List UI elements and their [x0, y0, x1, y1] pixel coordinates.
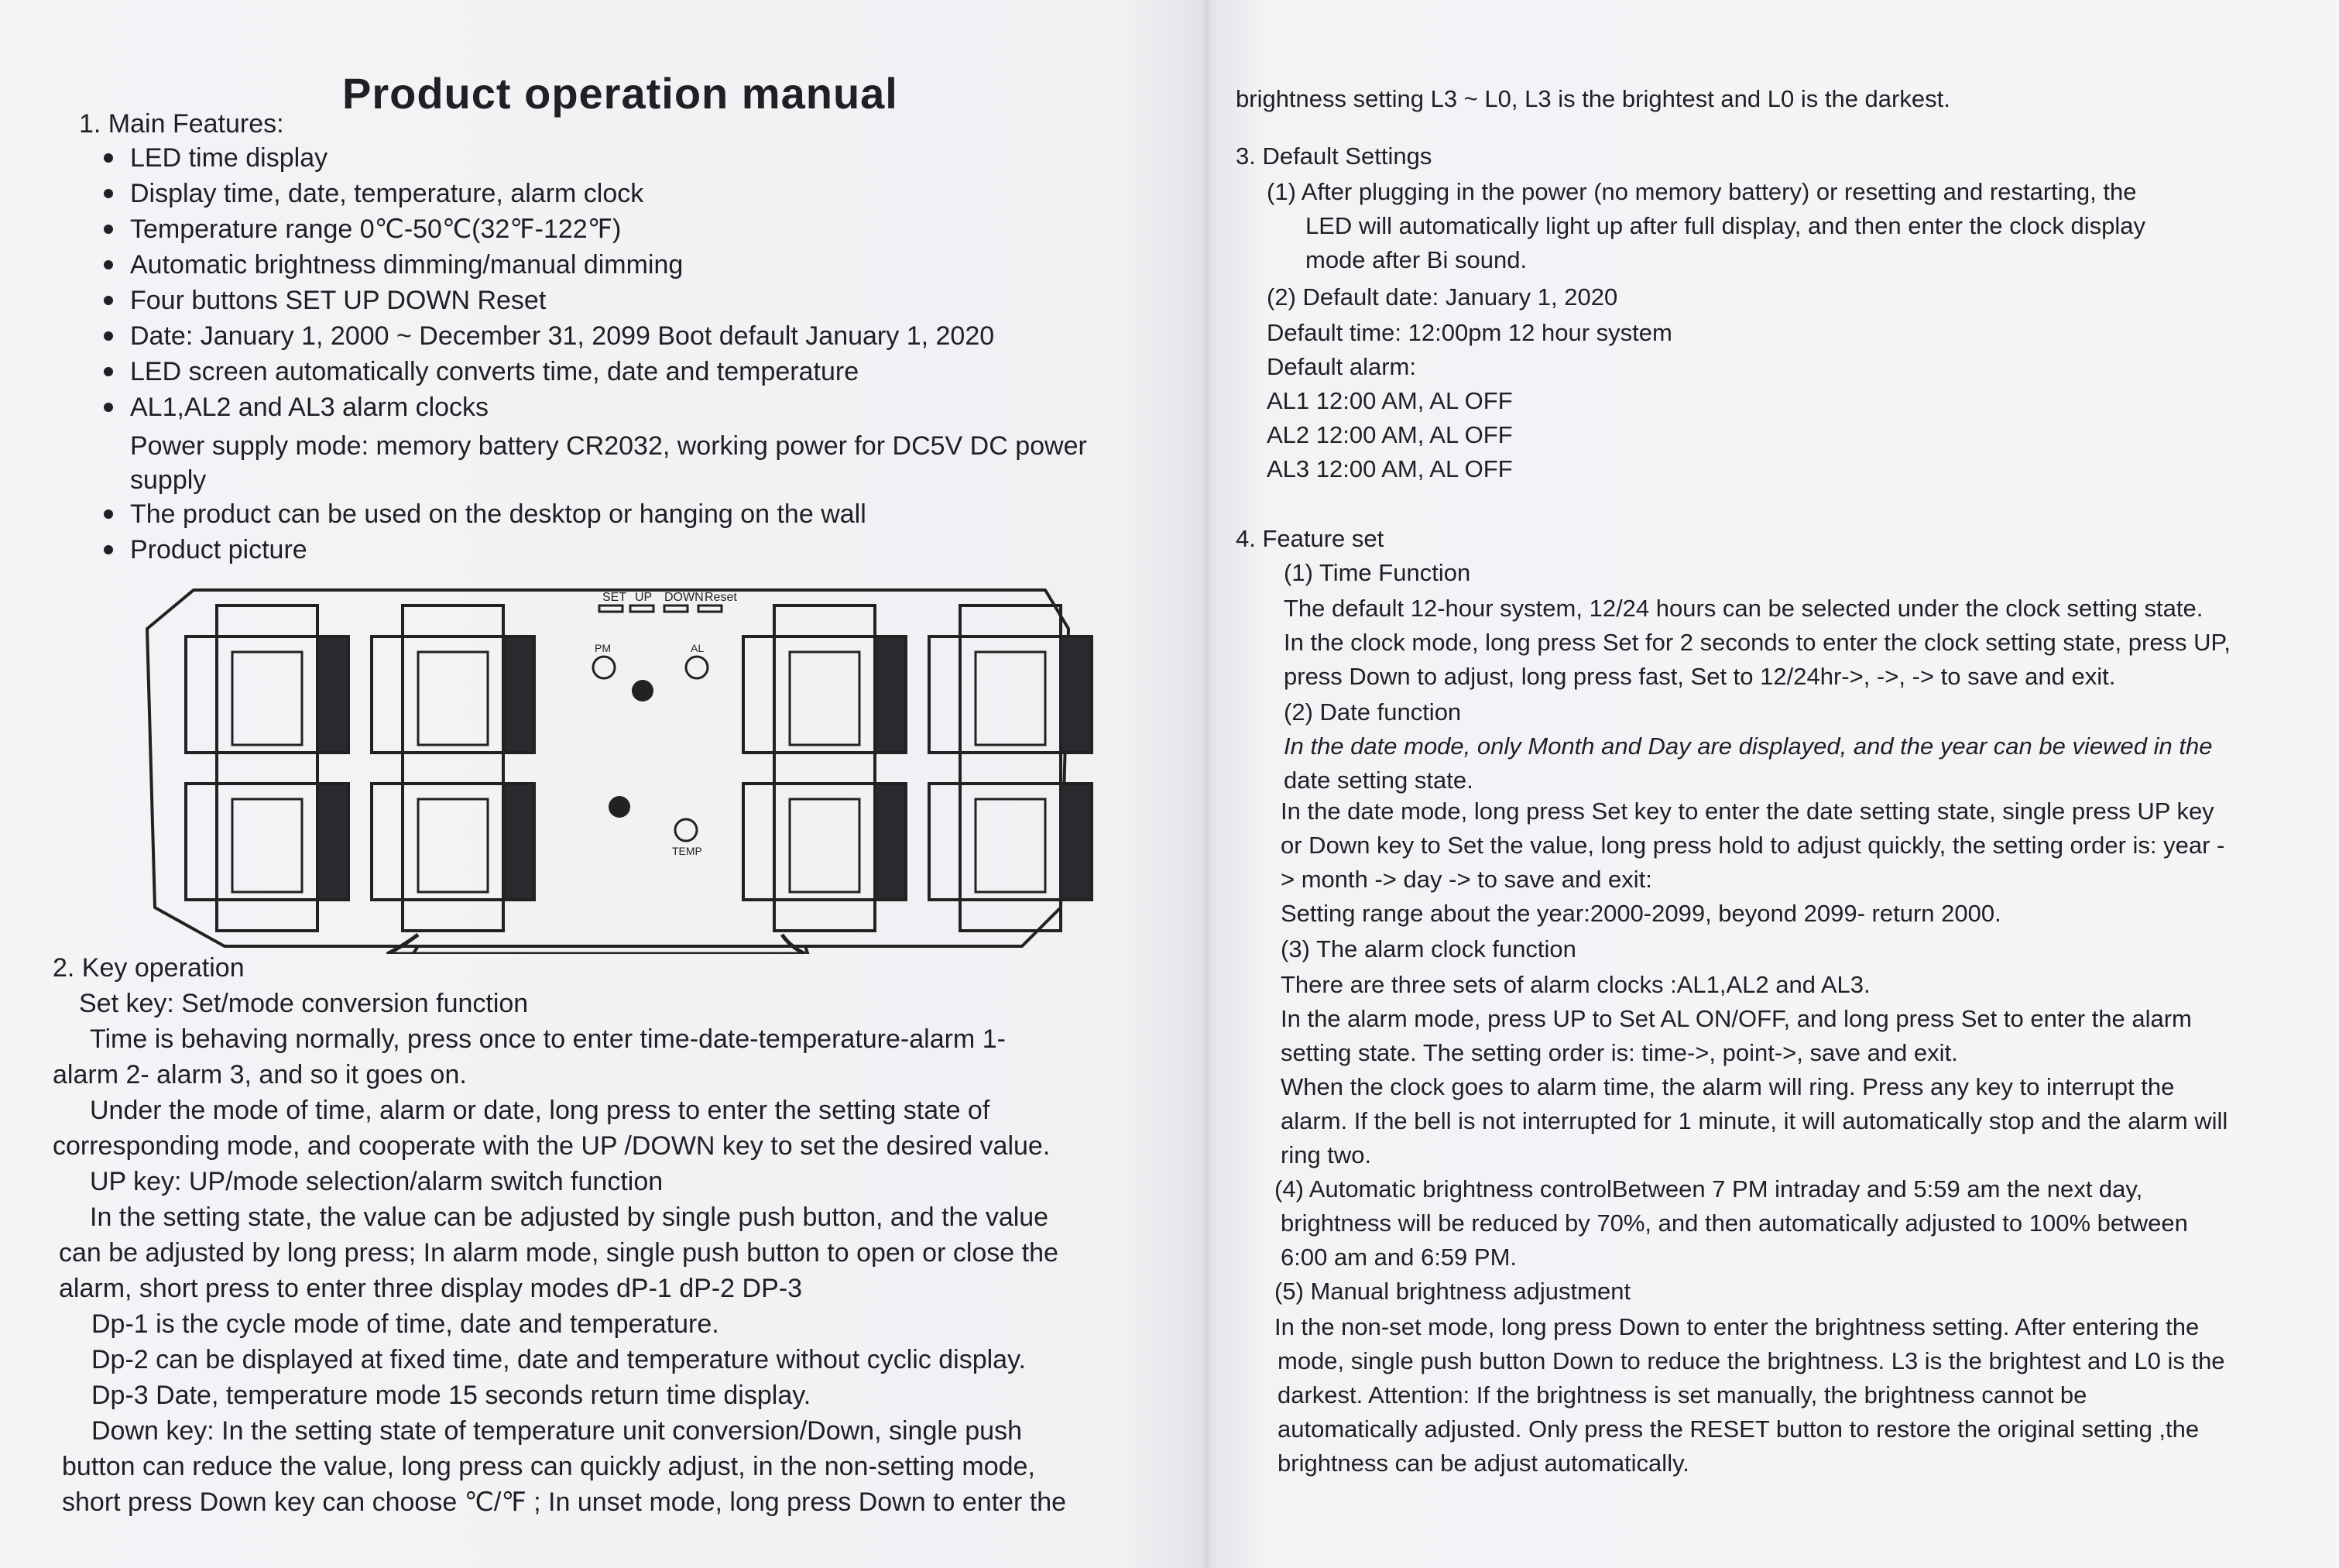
text-line: (4) Automatic brightness controlBetween 7 PM intraday and 5:59 am the next day, [1274, 1175, 2143, 1203]
text-line: In the alarm mode, press UP to Set AL ON/OFF, and long press Set to enter the alarm [1281, 1005, 2192, 1032]
text-line: There are three sets of alarm clocks :AL1,AL2 and AL3. [1281, 971, 1871, 998]
text-line: automatically adjusted. Only press the RESET button to restore the original setting ,the [1278, 1415, 2200, 1443]
led-segment [774, 606, 875, 636]
text-line: The default 12-hour system, 12/24 hours can be selected under the clock setting state. [1284, 595, 2204, 622]
text-line: mode, single push button Down to reduce the brightness. L3 is the brightest and L0 is the [1278, 1347, 2225, 1374]
bullet-icon [104, 225, 113, 234]
led-digit-window [976, 652, 1045, 745]
led-segment [1061, 784, 1092, 900]
text-line: corresponding mode, and cooperate with the UP /DOWN key to set the desired value. [53, 1131, 1051, 1161]
text-line: (5) Manual brightness adjustment [1274, 1278, 1631, 1305]
text-line: In the date mode, long press Set key to enter the date setting state, single press UP key [1281, 798, 2214, 825]
led-segment [403, 900, 503, 931]
text-line: button can reduce the value, long press can quickly adjust, in the non-setting mode, [62, 1452, 1035, 1481]
feature-item: Temperature range 0℃-50℃(32℉-122℉) [130, 214, 622, 244]
text-line: date setting state. [1284, 767, 1473, 794]
power-supply-line: supply [130, 465, 207, 495]
text-line: alarm 2- alarm 3, and so it goes on. [53, 1060, 467, 1089]
text-line: (3) The alarm clock function [1281, 935, 1576, 962]
led-segment [186, 636, 217, 753]
feature-item: Automatic brightness dimming/manual dimming [130, 250, 684, 280]
bullet-icon [104, 403, 113, 412]
text-line: Dp-1 is the cycle mode of time, date and temperature. [91, 1309, 719, 1339]
text-line: 6:00 am and 6:59 PM. [1281, 1244, 1518, 1271]
led-digit-window [976, 799, 1045, 892]
led-digit-window [418, 799, 488, 892]
text-line: Time is behaving normally, press once to enter time-date-temperature-alarm 1- [90, 1024, 1006, 1054]
bullet-icon [104, 545, 113, 554]
pm-label: PM [595, 642, 611, 654]
text-line: When the clock goes to alarm time, the alarm will ring. Press any key to interrupt the [1281, 1073, 2175, 1100]
power-supply-line: Power supply mode: memory battery CR2032, working power for DC5V DC power [130, 431, 1087, 461]
led-segment [317, 636, 348, 753]
led-segment [317, 784, 348, 900]
feature-item: AL1,AL2 and AL3 alarm clocks [130, 393, 489, 422]
product-picture [139, 582, 1123, 954]
led-segment [403, 753, 503, 784]
bullet-icon [104, 296, 113, 305]
led-segment [1061, 636, 1092, 753]
text-line: AL2 12:00 AM, AL OFF [1267, 421, 1513, 448]
bullet-icon [104, 510, 113, 519]
text-line: Set key: Set/mode conversion function [79, 989, 529, 1018]
led-digit-window [790, 652, 859, 745]
set-label: SET [602, 591, 627, 604]
text-line: (1) After plugging in the power (no memory battery) or resetting and restarting, the [1267, 178, 2137, 205]
led-digit-window [232, 799, 302, 892]
manual-title: Product operation manual [342, 69, 898, 118]
feature-item: The product can be used on the desktop or hanging on the wall [130, 499, 866, 529]
al-label: AL [691, 642, 705, 654]
text-line: (2) Date function [1284, 698, 1462, 726]
text-line: > month -> day -> to save and exit: [1281, 866, 1652, 893]
led-segment [960, 753, 1061, 784]
led-segment [960, 606, 1061, 636]
text-line: AL3 12:00 AM, AL OFF [1267, 455, 1513, 482]
led-segment [217, 900, 317, 931]
led-segment [403, 606, 503, 636]
section-default-settings: 3. Default Settings [1236, 142, 1432, 170]
text-line: Default alarm: [1267, 353, 1416, 380]
text-line: In the setting state, the value can be adjusted by single push button, and the value [90, 1203, 1049, 1232]
led-segment [774, 753, 875, 784]
text-line: Default time: 12:00pm 12 hour system [1267, 319, 1672, 346]
text-line: In the clock mode, long press Set for 2 seconds to enter the clock setting state, press UP, [1284, 629, 2231, 656]
led-segment [875, 636, 906, 753]
feature-item: LED time display [130, 143, 328, 173]
page-fold [1202, 0, 1212, 1568]
reset-label: Reset [705, 591, 737, 604]
led-segment [503, 636, 534, 753]
text-line: Under the mode of time, alarm or date, long press to enter the setting state of [90, 1096, 990, 1125]
bullet-icon [104, 153, 113, 163]
temp-label: TEMP [672, 845, 702, 857]
led-segment [503, 784, 534, 900]
text-line: brightness will be reduced by 70%, and then automatically adjusted to 100% between [1281, 1209, 2188, 1237]
down-label: DOWN [664, 591, 704, 604]
text-line: can be adjusted by long press; In alarm mode, single push button to open or close the [59, 1238, 1058, 1268]
bullet-icon [104, 260, 113, 269]
led-segment [217, 606, 317, 636]
text-line: mode after Bi sound. [1305, 246, 1528, 273]
led-segment [372, 784, 403, 900]
text-line: or Down key to Set the value, long press hold to adjust quickly, the setting order is: year - [1281, 832, 2225, 859]
feature-item: Display time, date, temperature, alarm clock [130, 179, 644, 208]
text-line: (2) Default date: January 1, 2020 [1267, 283, 1618, 311]
feature-item: Product picture [130, 535, 307, 564]
text-line: Down key: In the setting state of temperature unit conversion/Down, single push [91, 1416, 1022, 1446]
text-line: In the date mode, only Month and Day are displayed, and the year can be viewed in the [1284, 733, 2213, 760]
bullet-icon [104, 367, 113, 376]
text-line: LED will automatically light up after full display, and then enter the clock display [1305, 212, 2145, 239]
section-main-features: 1. Main Features: [79, 109, 284, 139]
led-segment [372, 636, 403, 753]
text-line: (1) Time Function [1284, 559, 1471, 586]
led-digit-window [418, 652, 488, 745]
led-segment [960, 900, 1061, 931]
led-segment [217, 753, 317, 784]
feature-item: Four buttons SET UP DOWN Reset [130, 286, 547, 315]
led-segment [743, 636, 774, 753]
text-line: darkest. Attention: If the brightness is set manually, the brightness cannot be [1278, 1381, 2087, 1408]
bullet-icon [104, 189, 113, 198]
text-line: UP key: UP/mode selection/alarm switch function [90, 1167, 664, 1196]
led-segment [186, 784, 217, 900]
text-line: Setting range about the year:2000-2099, beyond 2099- return 2000. [1281, 900, 2001, 927]
text-line: ring two. [1281, 1141, 1372, 1168]
led-segment [774, 900, 875, 931]
led-segment [743, 784, 774, 900]
text-line: press Down to adjust, long press fast, Set to 12/24hr->, ->, -> to save and exit. [1284, 663, 2116, 690]
text-line: alarm, short press to enter three display modes dP-1 dP-2 DP-3 [59, 1274, 802, 1303]
led-segment [929, 636, 960, 753]
text-line: In the non-set mode, long press Down to enter the brightness setting. After entering the [1274, 1313, 2200, 1340]
led-digit-window [790, 799, 859, 892]
text-line: short press Down key can choose ℃/℉ ; In unset mode, long press Down to enter the [62, 1487, 1067, 1517]
text-line: AL1 12:00 AM, AL OFF [1267, 387, 1513, 414]
led-segment [929, 784, 960, 900]
text-line: setting state. The setting order is: time->, point->, save and exit. [1281, 1039, 1958, 1066]
section-feature-set: 4. Feature set [1236, 525, 1384, 552]
led-segment [875, 784, 906, 900]
bullet-icon [104, 331, 113, 341]
text-line: Dp-3 Date, temperature mode 15 seconds return time display. [91, 1381, 811, 1410]
text-line: alarm. If the bell is not interrupted for 1 minute, it will automatically stop and the alarm will [1281, 1107, 2228, 1134]
up-label: UP [635, 591, 653, 604]
text-line: brightness can be adjust automatically. [1278, 1450, 1689, 1477]
text-line: brightness setting L3 ~ L0, L3 is the brightest and L0 is the darkest. [1236, 85, 1950, 112]
feature-item: LED screen automatically converts time, date and temperature [130, 357, 859, 386]
led-digit-window [232, 652, 302, 745]
text-line: Dp-2 can be displayed at fixed time, date and temperature without cyclic display. [91, 1345, 1026, 1374]
feature-item: Date: January 1, 2000 ~ December 31, 2099 Boot default January 1, 2020 [130, 321, 995, 351]
section-key-operation: 2. Key operation [53, 953, 245, 983]
